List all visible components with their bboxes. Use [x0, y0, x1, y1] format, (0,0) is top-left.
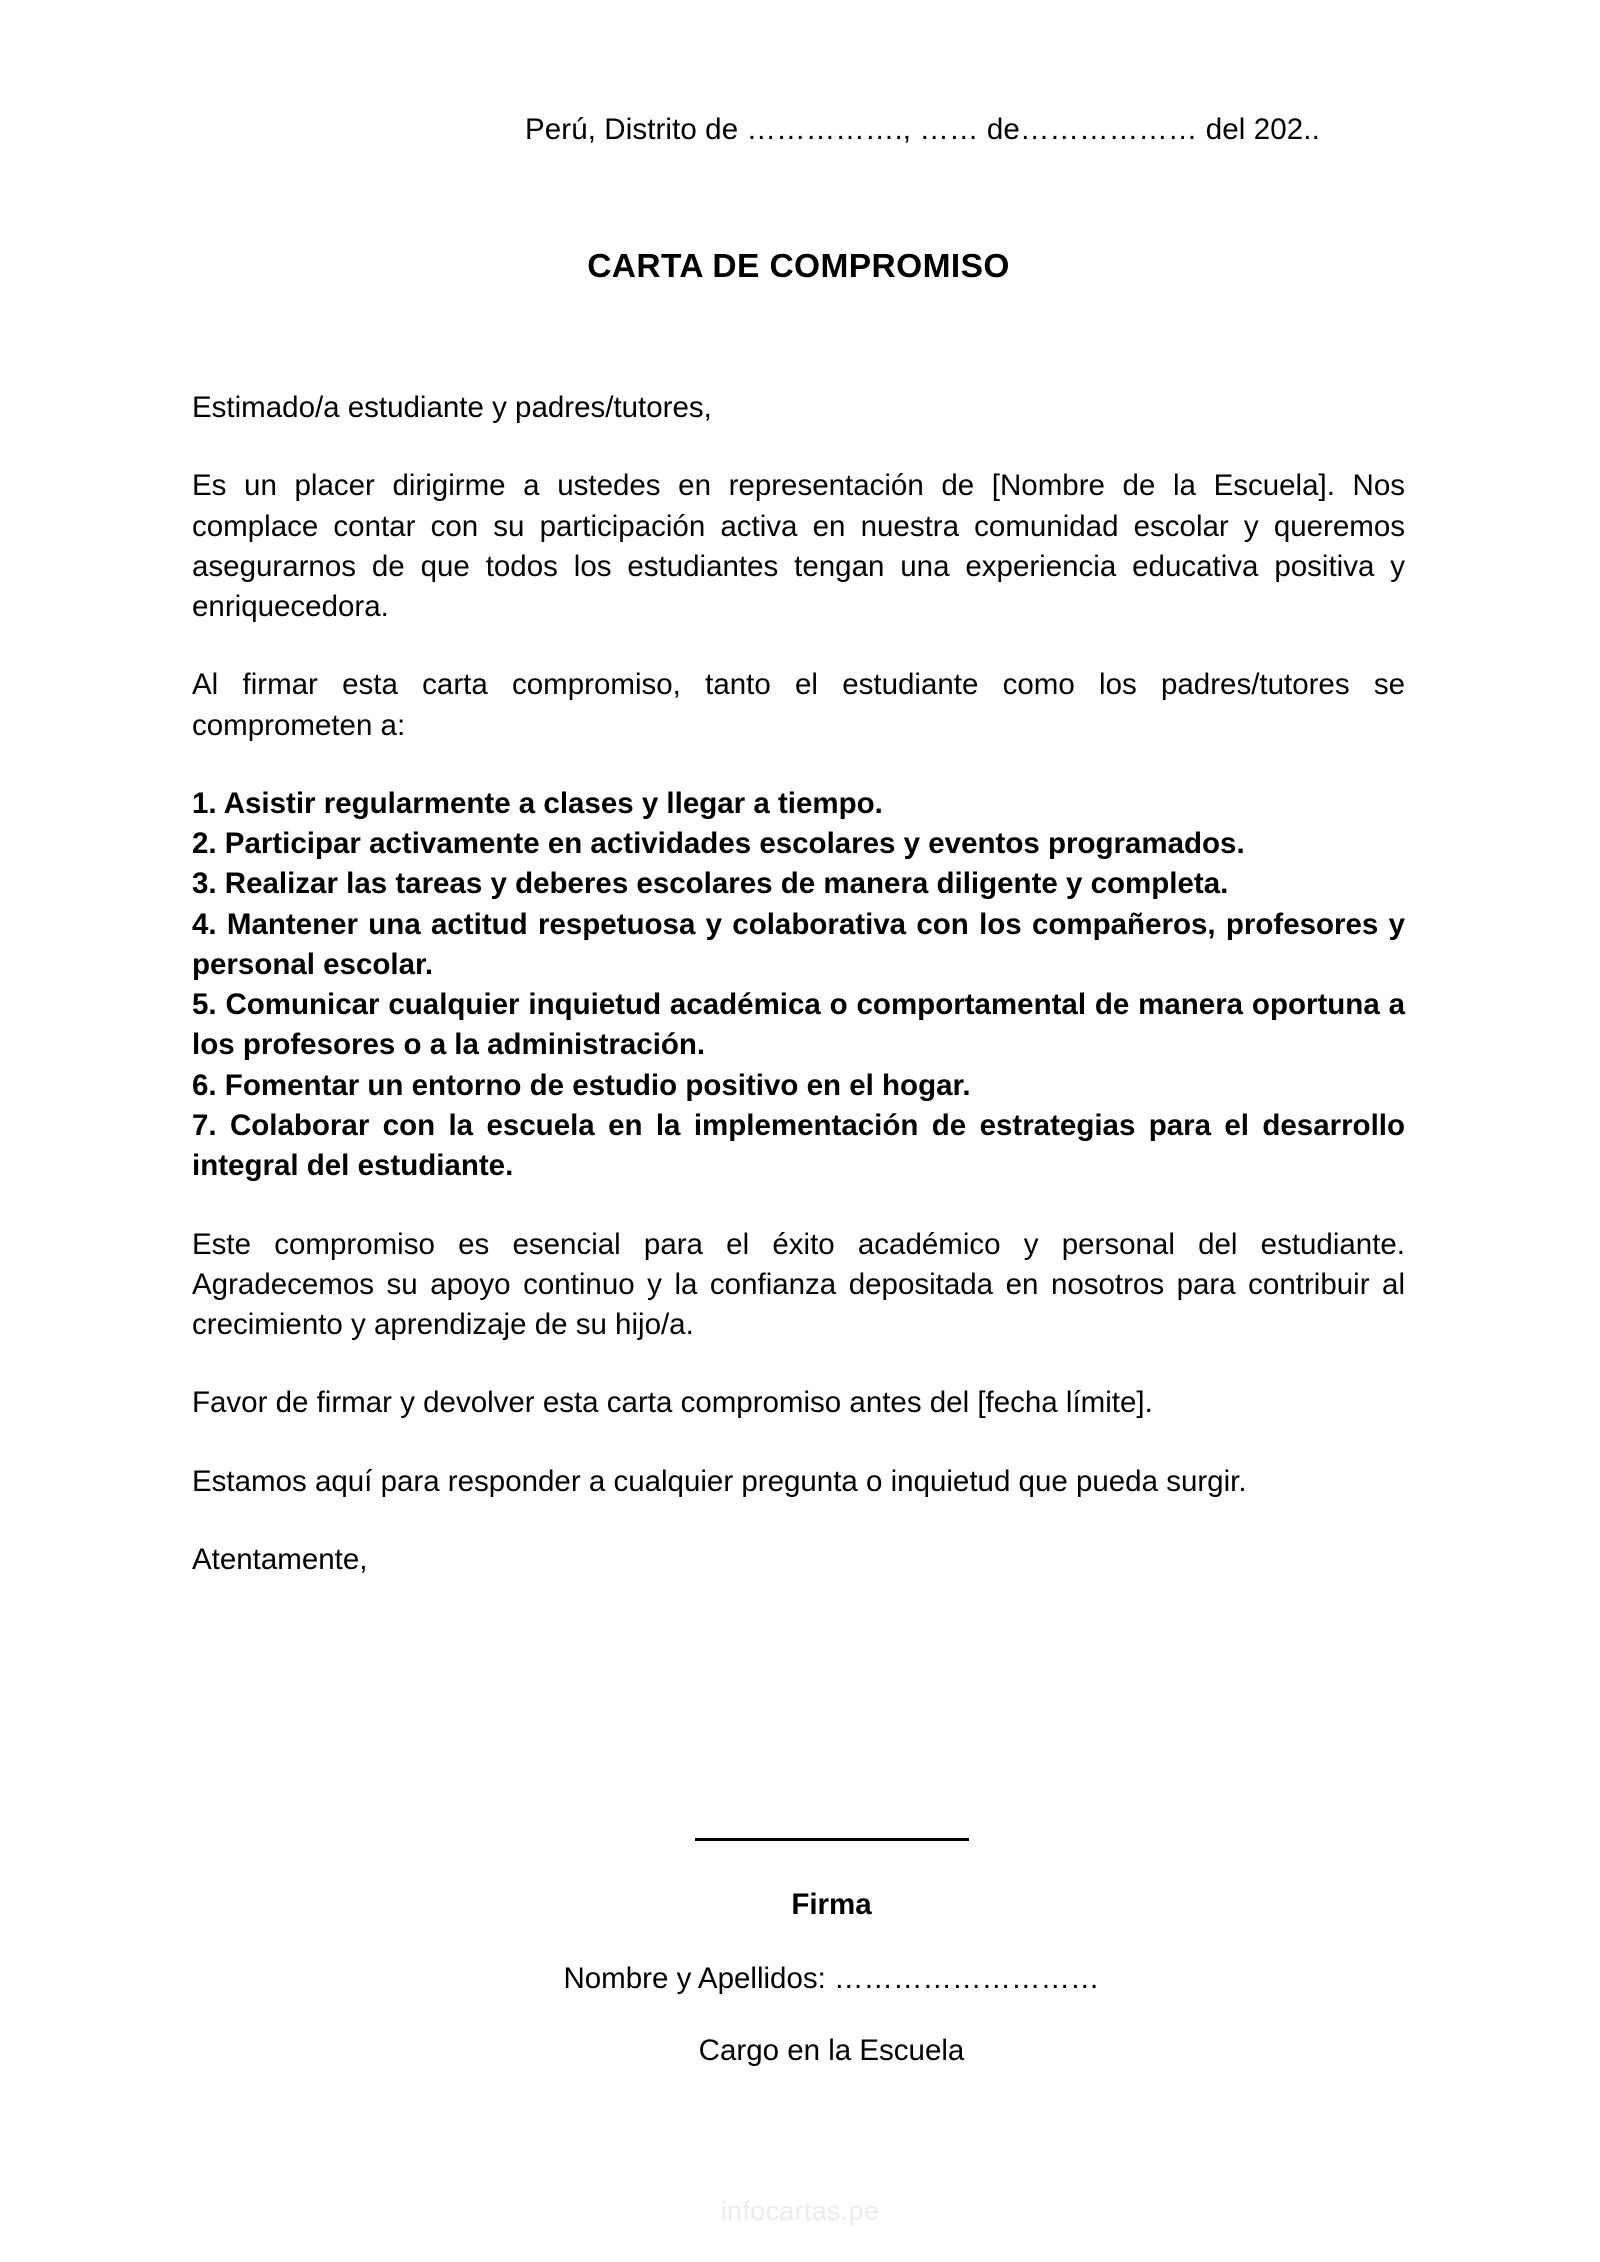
- signature-name-field: Nombre y Apellidos: ………………………: [563, 1962, 1100, 1995]
- list-item: 7. Colaborar con la escuela en la implementación de estrategias para el desarrollo integral del estudiante.: [192, 1108, 1405, 1183]
- salutation: Estimado/a estudiante y padres/tutores,: [192, 391, 712, 424]
- list-item: 4. Mantener una actitud respetuosa y colaborativa con los compañeros, profesores y personal escolar.: [192, 907, 1405, 981]
- list-item: 5. Comunicar cualquier inquietud académica o comportamental de manera oportuna a los profesores o a la administración.: [192, 988, 1405, 1062]
- list-item: 3. Realizar las tareas y deberes escolares de manera diligente y completa.: [192, 867, 1229, 901]
- letter-body: [192, 388, 1405, 1618]
- signature-role-label: Cargo en la Escuela: [698, 2034, 965, 2067]
- signature-firma-label: Firma: [791, 1888, 872, 1921]
- list-item: 2. Participar activamente en actividades escolares y eventos programados.: [192, 827, 1245, 861]
- list-item: 6. Fomentar un entorno de estudio positivo en el hogar.: [192, 1068, 971, 1102]
- signature-block: [192, 1838, 1405, 2068]
- commitments-list: [192, 784, 1405, 1187]
- sign-off: Atentamente,: [192, 1542, 368, 1576]
- return-request-paragraph: Favor de firmar y devolver esta carta compromiso antes del [fecha límite].: [192, 1386, 1153, 1420]
- intro-paragraph: Es un placer dirigirme a ustedes en representación de [Nombre de la Escuela]. Nos complace contar con su participación activa en nuestra comunidad escolar y queremos asegurarnos de que todos los estudiantes tengan una experiencia educativa positiva y enriquecedora.: [192, 469, 1405, 624]
- signature-line: [695, 1838, 969, 1841]
- site-watermark: infocartas.pe: [720, 2196, 880, 2226]
- availability-paragraph: Estamos aquí para responder a cualquier pregunta o inquietud que pueda surgir.: [192, 1464, 1247, 1498]
- commitment-lead-paragraph: Al firmar esta carta compromiso, tanto el estudiante como los padres/tutores se comprometen a:: [192, 668, 1405, 742]
- page-title: CARTA DE COMPROMISO: [587, 248, 1010, 285]
- place-and-date-line: Perú, Distrito de ……………., …… de……………… del 202..: [525, 113, 1320, 146]
- closing-paragraph: Este compromiso es esencial para el éxito académico y personal del estudiante. Agradecemos su apoyo continuo y la confianza depositada en nosotros para contribuir al crecimiento y aprendizaje de su hijo/a.: [192, 1227, 1405, 1342]
- list-item: 1. Asistir regularmente a clases y llegar a tiempo.: [192, 786, 883, 820]
